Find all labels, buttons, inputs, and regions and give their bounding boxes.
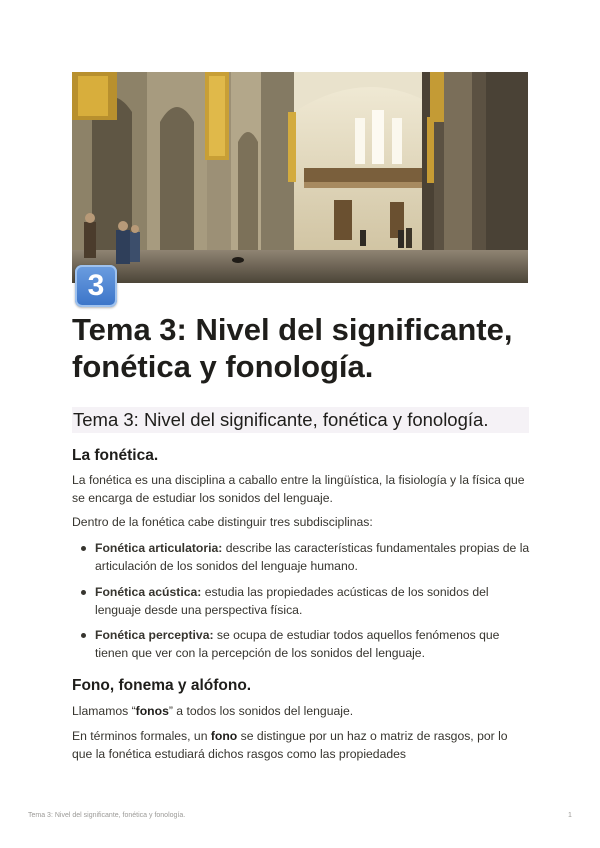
list-item — [72, 539, 530, 575]
footer-page-number: 1 — [568, 812, 572, 819]
keycap-three-icon: 3 — [75, 265, 117, 307]
paragraph-fonos: Llamamos “fonos” a todos los sonidos del lenguaje. — [72, 704, 354, 718]
cover-image — [72, 72, 528, 283]
list-item-text: se ocupa de estudiar todos aquellos fenómenos que tienen que ver con la percepción de los sonidos del lenguaje. — [95, 628, 500, 660]
list-item-term: Fonética articulatoria: — [95, 541, 223, 555]
term-fono: fono — [210, 729, 238, 743]
term-fonos: fonos — [135, 704, 169, 718]
list-item-text: estudia las propiedades acústicas de los sonidos del lenguaje desde una perspectiva física. — [95, 585, 489, 617]
heading-la-fonetica: La fonética. — [72, 447, 159, 464]
page-title: Tema 3: Nivel del significante, fonética y fonología. — [72, 312, 513, 384]
list-item-term: Fonética perceptiva: — [95, 628, 214, 642]
paragraph-fonetica-definition: La fonética es una disciplina a caballo entre la lingüística, la fisiología y la física que se encarga de estudiar los sonidos del lenguaje. — [72, 473, 525, 505]
list-item-term: Fonética acústica: — [95, 585, 202, 599]
paragraph-fono-formal: En términos formales, un fono se distingue por un haz o matriz de rasgos, por lo que la fonética estudiará dichos rasgos como las propiedades — [72, 729, 508, 761]
heading-fono-fonema-alofono: Fono, fonema y alófono. — [72, 677, 252, 694]
footer-title: Tema 3: Nivel del significante, fonética y fonología. — [28, 812, 186, 819]
list-item — [72, 583, 530, 619]
paragraph-subdisciplines-intro: Dentro de la fonética cabe distinguir tres subdisciplinas: — [72, 515, 373, 529]
church-interior-painting — [72, 72, 528, 283]
heading-1: Tema 3: Nivel del significante, fonética y fonología. — [72, 407, 529, 433]
list-item-text: describe las características fundamentales propias de la articulación de los sonidos del lenguaje humano. — [95, 541, 530, 573]
list-item — [72, 626, 530, 662]
